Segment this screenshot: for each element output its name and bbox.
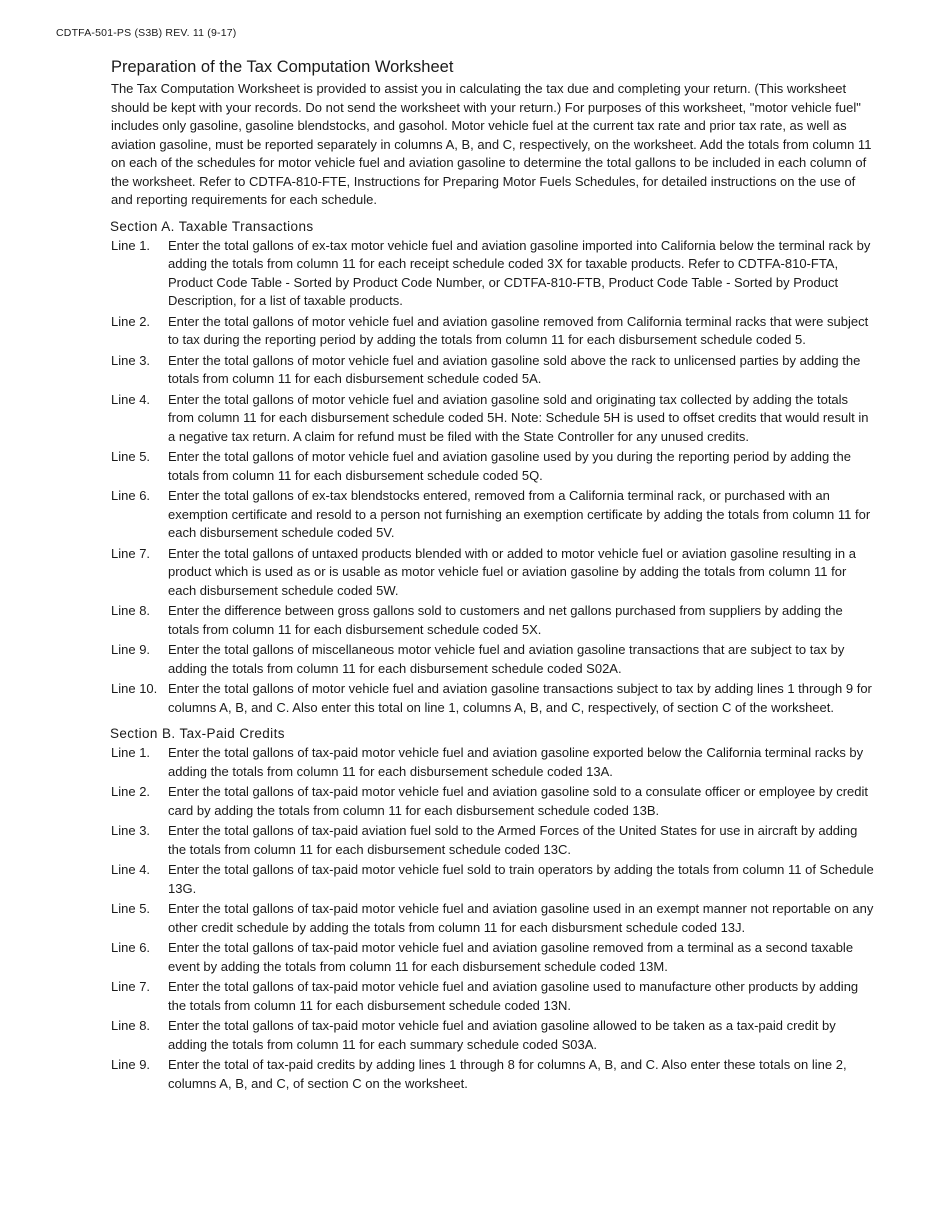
section-a-line-6 xyxy=(111,487,875,543)
line-text: Enter the total gallons of ex-tax motor vehicle fuel and aviation gasoline imported into California below the terminal rack by adding the totals from column 11 for each receipt schedule coded 3X for taxable products. Refer to CDTFA-810-FTA, Product Code Table - Sorted by Product Code Number, or CDTFA-810-FTB, Product Code Table - Sorted by Product Description, for a list of taxable products. xyxy=(168,237,871,308)
line-label: Line 8. xyxy=(111,1018,151,1033)
section-b-line-6 xyxy=(111,939,875,976)
line-label: Line 5. xyxy=(111,901,151,916)
page-title: Preparation of the Tax Computation Worksheet xyxy=(111,58,454,76)
section-a-line-9 xyxy=(111,641,875,678)
form-id: CDTFA-501-PS (S3B) REV. 11 (9-17) xyxy=(56,27,237,39)
line-text: Enter the total gallons of tax-paid aviation fuel sold to the Armed Forces of the United States for use in aircraft by adding the totals from column 11 for each disbursement schedule coded 13C. xyxy=(168,823,858,857)
section-b-line-5 xyxy=(111,900,875,937)
line-text: Enter the total gallons of tax-paid motor vehicle fuel and aviation gasoline used to manufacture other products by adding the totals from column 11 for each disbursement schedule coded 13N. xyxy=(168,979,859,1013)
line-label: Line 3. xyxy=(111,823,151,838)
line-label: Line 6. xyxy=(111,940,151,955)
line-text: Enter the difference between gross gallons sold to customers and net gallons purchased from suppliers by adding the totals from column 11 for each disbursement schedule coded 5X. xyxy=(168,603,843,637)
section-a-line-10 xyxy=(111,680,875,717)
line-label: Line 7. xyxy=(111,545,151,561)
section-a-line-2 xyxy=(111,313,875,350)
section-b-heading: Section B. Tax-Paid Credits xyxy=(110,726,285,741)
line-label: Line 4. xyxy=(111,862,151,877)
line-text: Enter the total gallons of tax-paid motor vehicle fuel and aviation gasoline allowed to be taken as a tax-paid credit by adding the totals from column 11 for each summary schedule coded S03A. xyxy=(168,1018,836,1052)
line-label: Line 7. xyxy=(111,979,151,994)
section-b-line-1 xyxy=(111,744,875,781)
section-b-line-4 xyxy=(111,861,875,898)
intro-paragraph: The Tax Computation Worksheet is provided to assist you in calculating the tax due and completing your return. (This worksheet should be kept with your records. Do not send the worksheet with your return.) For purposes of this worksheet, "motor vehicle fuel" includes only gasoline, gasoline blendstocks, and gasohol. Motor vehicle fuel at the current tax rate and prior tax rate, as well as aviation gasoline, must be reported separately in columns A, B, and C, respectively, on the worksheet. Add the totals from column 11 on each of the schedules for motor vehicle fuel and aviation gasoline to determine the total gallons to be included in each column of the worksheet. Refer to CDTFA-810-FTE, Instructions for Preparing Motor Fuels Schedules, for detailed instructions on the use of and reporting requirements for each schedule. xyxy=(111,81,872,207)
section-a-line-7 xyxy=(111,545,875,601)
line-label: Line 2. xyxy=(111,313,151,329)
line-text: Enter the total gallons of miscellaneous motor vehicle fuel and aviation gasoline transactions that are subject to tax by adding the totals from column 11 for each disbursement schedule coded S02A. xyxy=(168,642,845,676)
line-label: Line 2. xyxy=(111,784,151,799)
line-text: Enter the total gallons of untaxed products blended with or added to motor vehicle fuel or aviation gasoline resulting in a product which is used as or is usable as motor vehicle fuel or aviation gasoline by adding the totals from column 11 for each disbursement schedule coded 5W. xyxy=(168,545,856,598)
section-b-line-2 xyxy=(111,783,875,820)
line-text: Enter the total gallons of motor vehicle fuel and aviation gasoline sold above the rack to unlicensed parties by adding the totals from column 11 for each disbursement schedule coded 5A. xyxy=(168,352,861,386)
section-a-line-1 xyxy=(111,237,875,311)
section-a-line-8 xyxy=(111,602,875,639)
line-label: Line 1. xyxy=(111,237,151,253)
line-label: Line 4. xyxy=(111,391,151,407)
line-text: Enter the total gallons of tax-paid motor vehicle fuel and aviation gasoline exported below the California terminal racks by adding the totals from column 11 for each disbursement schedule coded 13A. xyxy=(168,745,864,779)
line-text: Enter the total gallons of motor vehicle fuel and aviation gasoline sold and originating tax collected by adding the totals from column 11 for each disbursement schedule coded 5H. Note: Schedule 5H is used to offset credits that would result in a negative tax return. A claim for refund must be filed with the State Controller for any unused credits. xyxy=(168,391,869,444)
line-text: Enter the total gallons of motor vehicle fuel and aviation gasoline removed from California terminal racks that were subject to tax during the reporting period by adding the totals from column 11 for each disbursement schedule coded 5. xyxy=(168,313,869,347)
section-a-line-4 xyxy=(111,391,875,447)
section-a xyxy=(111,219,875,718)
line-text: Enter the total gallons of tax-paid motor vehicle fuel sold to train operators by adding the totals from column 11 of Schedule 13G. xyxy=(168,862,874,896)
line-label: Line 8. xyxy=(111,603,151,618)
line-label: Line 9. xyxy=(111,642,151,657)
line-label: Line 5. xyxy=(111,449,151,464)
line-label: Line 9. xyxy=(111,1057,151,1072)
section-a-line-3 xyxy=(111,352,875,389)
section-b-line-7 xyxy=(111,978,875,1015)
document-body xyxy=(111,58,875,1095)
line-label: Line 1. xyxy=(111,745,151,760)
section-a-line-5 xyxy=(111,448,875,485)
line-label: Line 10. xyxy=(111,681,158,696)
line-text: Enter the total gallons of tax-paid motor vehicle fuel and aviation gasoline used in an exempt manner not reportable on any other credit schedule by adding the totals from column 11 for each disbursment schedule coded 13J. xyxy=(168,901,874,935)
line-text: Enter the total gallons of tax-paid motor vehicle fuel and aviation gasoline removed from a terminal as a second taxable event by adding the totals from column 11 for each disbursement schedule coded 13M. xyxy=(168,940,854,974)
section-a-heading: Section A. Taxable Transactions xyxy=(110,218,314,234)
line-text: Enter the total gallons of tax-paid motor vehicle fuel and aviation gasoline sold to a consulate officer or employee by credit card by adding the totals from column 11 for each disbursement schedule coded 13B. xyxy=(168,784,869,818)
line-label: Line 3. xyxy=(111,352,151,368)
section-b-line-8 xyxy=(111,1017,875,1054)
line-text: Enter the total gallons of motor vehicle fuel and aviation gasoline used by you during the reporting period by adding the totals from column 11 for each disbursement schedule coded 5Q. xyxy=(168,449,851,483)
section-b-line-9 xyxy=(111,1056,875,1093)
section-b xyxy=(111,726,875,1093)
section-b-line-3 xyxy=(111,822,875,859)
line-label: Line 6. xyxy=(111,488,151,503)
line-text: Enter the total of tax-paid credits by adding lines 1 through 8 for columns A, B, and C. Also enter these totals on line 2, columns A, B, and C, of section C on the worksheet. xyxy=(168,1057,847,1091)
line-text: Enter the total gallons of motor vehicle fuel and aviation gasoline transactions subject to tax by adding lines 1 through 9 for columns A, B, and C. Also enter this total on line 1, columns A, B, and C, respectively, of section C of the worksheet. xyxy=(168,681,872,715)
line-text: Enter the total gallons of ex-tax blendstocks entered, removed from a California terminal rack, or purchased with an exemption certificate and resold to a person not furnishing an exemption certificate by adding the totals from column 11 for each disbursement schedule coded 5V. xyxy=(168,488,871,540)
